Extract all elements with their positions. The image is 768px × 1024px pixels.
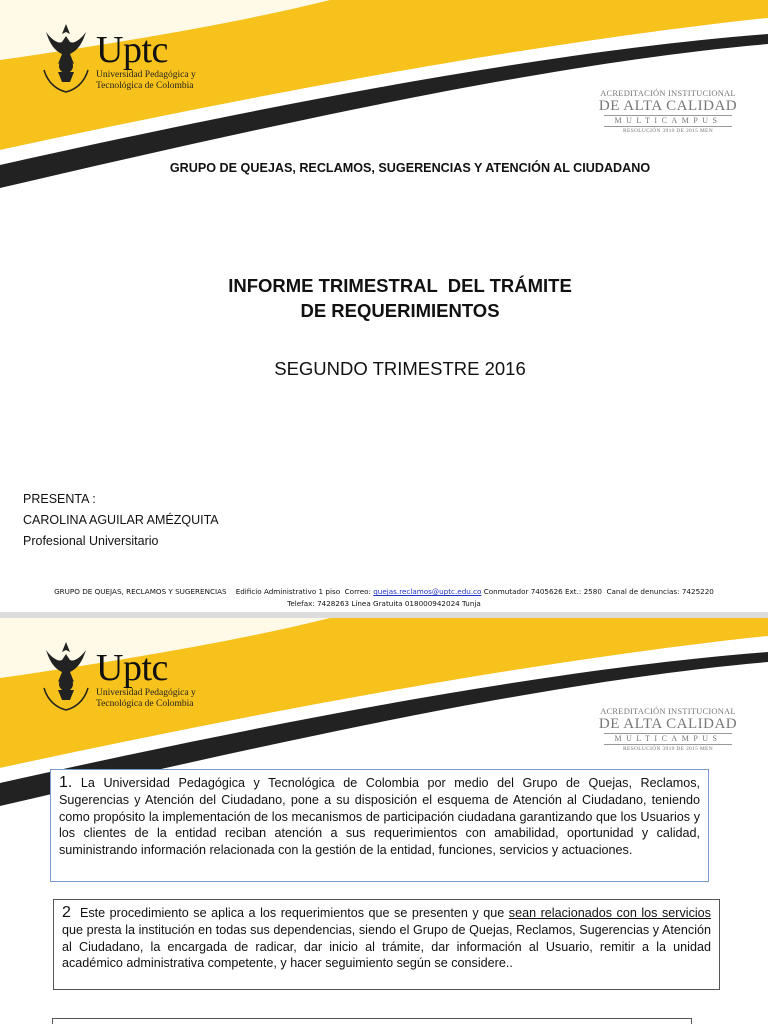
presenter-label: PRESENTA :	[23, 492, 96, 506]
report-title: INFORME TRIMESTRAL DEL TRÁMITE DE REQUERIMIENTOS	[228, 275, 572, 321]
item-number: 2	[62, 904, 71, 921]
eagle-crest-icon	[40, 20, 92, 94]
university-name: Universidad Pedagógica y Tecnológica de Colombia	[96, 688, 196, 709]
logo-wordmark: Uptc	[96, 29, 168, 71]
presenter-block	[23, 489, 219, 552]
presenter-role: Profesional Universitario	[23, 534, 159, 548]
group-title: GRUPO DE QUEJAS, RECLAMOS, SUGERENCIAS Y ATENCIÓN AL CIUDADANO	[169, 161, 651, 175]
uptc-logo	[40, 638, 200, 718]
contact-footer: GRUPO DE QUEJAS, RECLAMOS Y SUGERENCIAS Edificio Administrativo 1 piso Correo: quejas.reclamos@uptc.edu.co Conmutador 7405626 Ext.: 2580 Canal de denuncias: 7425220 Telefax: 7428263 Línea Gratuita 018000942024 Tunja	[54, 587, 714, 608]
uptc-logo	[40, 20, 200, 100]
item-number: 1.	[59, 774, 73, 791]
report-period: SEGUNDO TRIMESTRE 2016	[274, 358, 526, 379]
content-slide	[0, 618, 768, 1024]
text-box-1	[50, 769, 709, 882]
eagle-crest-icon	[40, 638, 92, 712]
accreditation-seal: ACREDITACIÓN INSTITUCIONAL DE ALTA CALIDAD MULTICAMPUS RESOLUCIÓN 3910 DE 2015 MEN	[598, 706, 738, 752]
logo-wordmark: Uptc	[96, 647, 168, 689]
underlined-phrase: sean relacionados con los servicios	[508, 906, 711, 920]
email-link[interactable]: quejas.reclamos@uptc.edu.co	[373, 587, 482, 596]
university-name: Universidad Pedagógica y Tecnológica de Colombia	[96, 70, 196, 91]
text-box-2: 2 Este procedimiento se aplica a los requerimientos que se presenten y que sean relacionados con los servicios que presta la institución en todas sus dependencias, siendo el Grupo de Quejas, Reclamos, Sugerencias y Atención al Ciudadano, la encargada de radicar, dar inicio al trámite, dar información al Usuario, remitir a la unidad académico administrativa competente, y hacer seguimiento según se considere..	[53, 899, 720, 990]
text-box-3	[52, 1018, 692, 1024]
presenter-name: CAROLINA AGUILAR AMÉZQUITA	[23, 513, 219, 527]
paragraph-1: La Universidad Pedagógica y Tecnológica de Colombia por medio del Grupo de Quejas, Reclamos, Sugerencias y Atención del Ciudadano, pone a su disposición el esquema de Atención al Ciudadano, teniendo como propósito la implementación de los mecanismos de participación ciudadana garantizando que los Usuarios y los clientes de la entidad reciban atención a sus requerimientos con amabilidad, oportunidad y calidad, suministrando información relacionada con la gestión de la entidad, funciones, servicios y actuaciones.	[59, 776, 700, 858]
accreditation-seal: ACREDITACIÓN INSTITUCIONAL DE ALTA CALIDAD MULTICAMPUS RESOLUCIÓN 3910 DE 2015 MEN	[598, 88, 738, 134]
